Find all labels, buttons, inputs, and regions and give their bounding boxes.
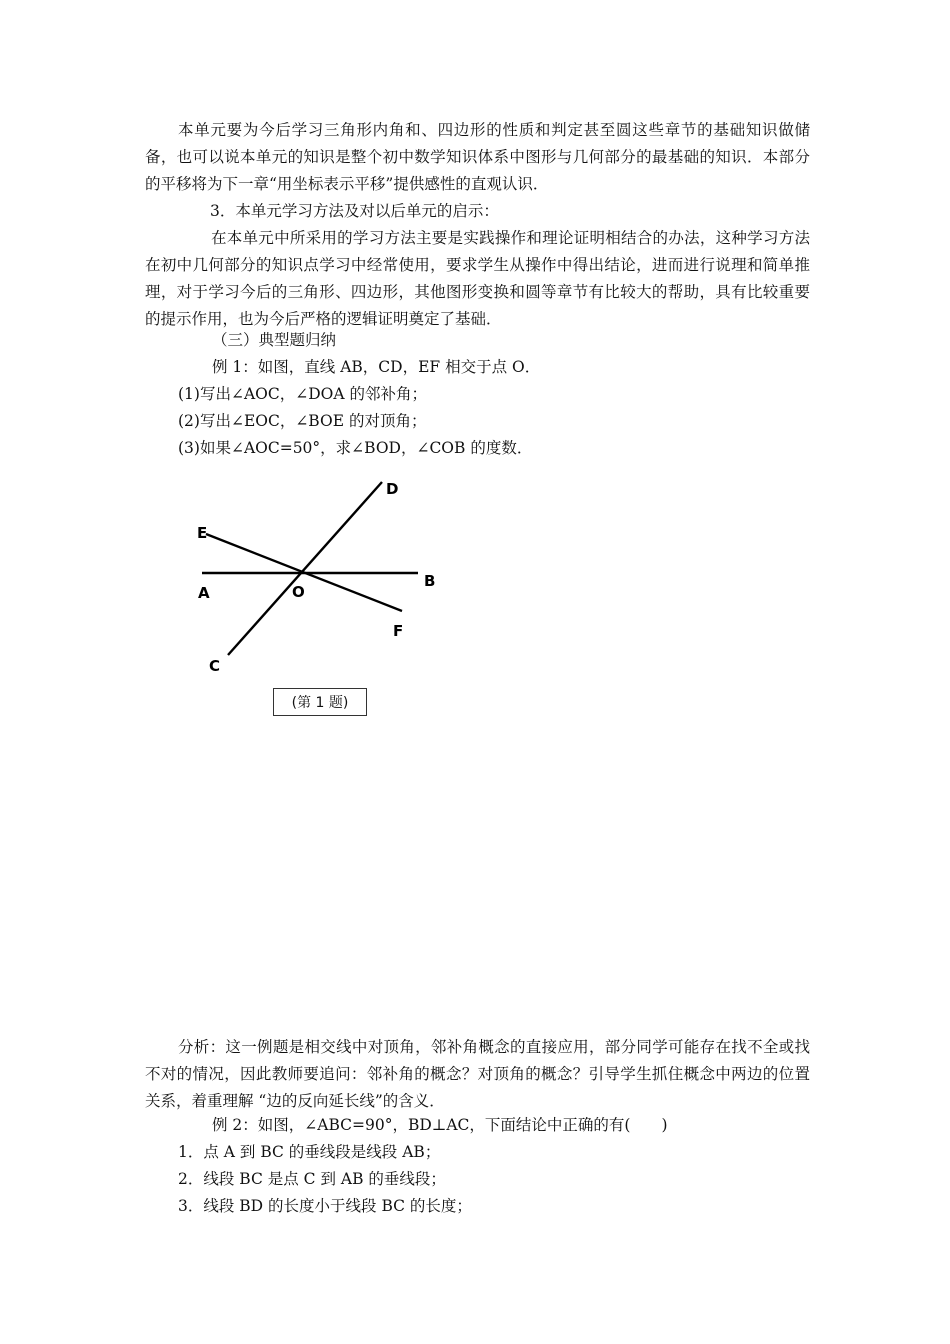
example1-title: 例 1：如图，直线 AB，CD，EF 相交于点 O． bbox=[212, 358, 541, 376]
label-e: E bbox=[197, 524, 208, 542]
label-f: F bbox=[393, 622, 404, 640]
example1-item-1: (1)写出∠AOC，∠DOA 的邻补角； bbox=[178, 385, 427, 403]
intro-paragraph: 本单元要为今后学习三角形内角和、四边形的性质和判定甚至圆这些章节的基础知识做储备，也可以说本单元的知识是整个初中数学知识体系中图形与几何部分的最基础的知识．本部分的平移将为下一章“用坐标表示平移”提供感性的直观认识． bbox=[145, 121, 810, 193]
typical-problems-heading: （三）典型题归纳 bbox=[212, 331, 337, 349]
example1-item-2: (2)写出∠EOC，∠BOE 的对顶角； bbox=[178, 412, 427, 430]
example1-item-3: (3)如果∠AOC=50°，求∠BOD，∠COB 的度数． bbox=[178, 439, 533, 457]
line-cd bbox=[228, 482, 382, 655]
label-a: A bbox=[198, 584, 210, 602]
label-d: D bbox=[386, 480, 399, 498]
label-c: C bbox=[209, 657, 221, 675]
label-o: O bbox=[292, 583, 305, 601]
method-heading: 3．本单元学习方法及对以后单元的启示： bbox=[210, 202, 499, 220]
example2-item-1: 1．点 A 到 BC 的垂线段是线段 AB； bbox=[178, 1143, 441, 1161]
method-paragraph: 在本单元中所采用的学习方法主要是实践操作和理论证明相结合的办法，这种学习方法在初中几何部分的知识点学习中经常使用，要求学生从操作中得出结论，进而进行说理和简单推理，对于学习今后的三角形、四边形，其他图形变换和圆等章节有比较大的帮助，具有比较重要的提示作用，也为今后严格的逻辑证明奠定了基础． bbox=[145, 229, 810, 328]
label-b: B bbox=[424, 572, 436, 590]
figure-caption: (第 1 题) bbox=[273, 688, 367, 716]
example2-item-3: 3．线段 BD 的长度小于线段 BC 的长度； bbox=[178, 1197, 472, 1215]
example2-item-2: 2．线段 BC 是点 C 到 AB 的垂线段； bbox=[178, 1170, 446, 1188]
analysis-paragraph: 分析：这一例题是相交线中对顶角，邻补角概念的直接应用，部分同学可能存在找不全或找不对的情况，因此教师要追问：邻补角的概念？对顶角的概念？引导学生抓住概念中两边的位置关系，着重理解 “边的反向延长线”的含义． bbox=[145, 1038, 810, 1110]
example2-title: 例 2：如图，∠ABC=90°，BD⊥AC，下面结论中正确的有( ) bbox=[212, 1116, 668, 1134]
